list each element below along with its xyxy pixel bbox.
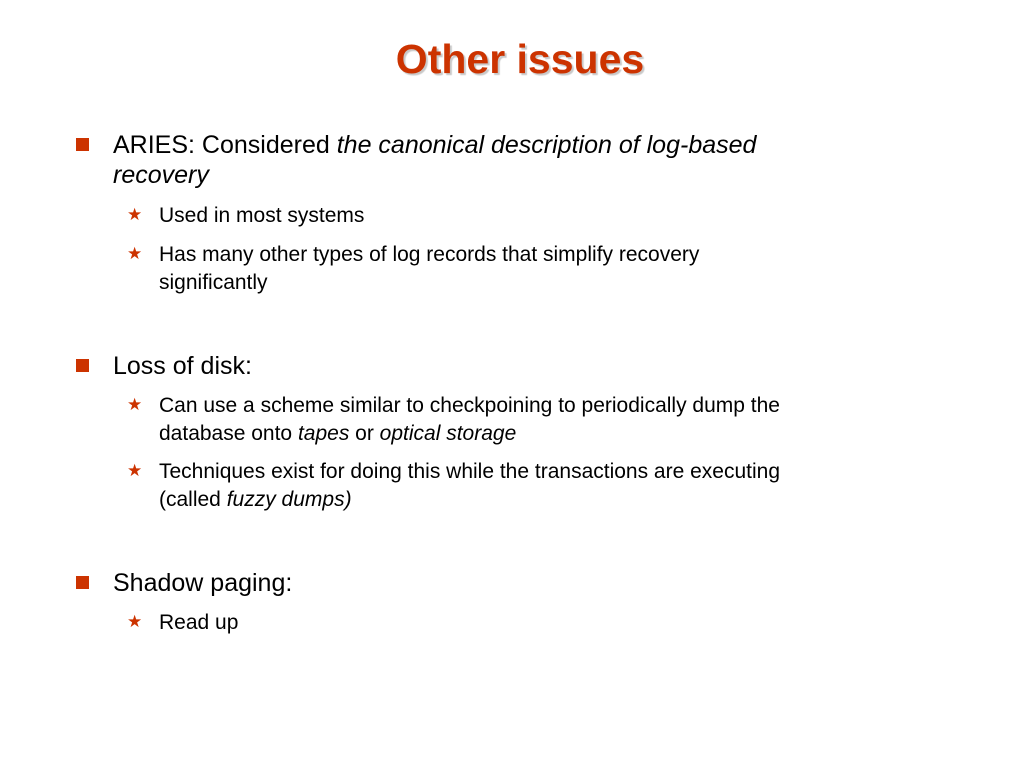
bullet-aries-italic: the canonical description of log-based <box>336 131 757 159</box>
sub-bullet-text: Used in most systems <box>159 204 365 227</box>
sub-bullet-log-records <box>127 241 959 297</box>
sub-bullet-used-in-most-systems <box>127 202 959 230</box>
sub-bullet-text-part: or <box>349 422 380 445</box>
sub-bullet-line1: Techniques exist for doing this while the transactions are executing <box>159 460 781 483</box>
sub-bullet-line2: significantly <box>159 271 268 294</box>
sub-bullet-text-part: database onto <box>159 422 298 445</box>
bullet-aries-line1 <box>113 130 893 160</box>
sub-bullet-italic-fuzzy-dumps: fuzzy dumps) <box>226 488 352 511</box>
sub-bullet-line1: Has many other types of log records that simplify recovery <box>159 243 700 266</box>
sub-bullet-line2 <box>159 486 959 514</box>
sub-bullet-read-up <box>127 609 959 637</box>
bullet-shadow-paging <box>113 568 893 598</box>
bullet-loss-of-disk <box>113 351 893 381</box>
sub-bullet-italic-optical-storage: optical storage <box>379 422 517 445</box>
bullet-text: Shadow paging: <box>113 569 293 597</box>
bullet-aries-line2: recovery <box>113 161 209 189</box>
bullet-aries-lead: ARIES: Considered <box>113 131 337 159</box>
star-bullet-icon: ★ <box>127 461 143 480</box>
sub-bullet-line1: Can use a scheme similar to checkpoining to periodically dump the <box>159 394 780 417</box>
sub-bullet-line2 <box>159 420 959 448</box>
square-bullet-icon <box>76 359 89 372</box>
sub-bullet-checkpoining <box>127 392 959 448</box>
bullet-text: Loss of disk: <box>113 352 252 380</box>
sub-bullet-fuzzy-dumps <box>127 458 959 514</box>
sub-bullet-text-part: (called <box>159 488 227 511</box>
square-bullet-icon <box>76 138 89 151</box>
bullet-aries <box>113 130 893 190</box>
sub-bullet-text: Read up <box>159 611 239 634</box>
slide-title: Other issues <box>395 36 645 82</box>
square-bullet-icon <box>76 576 89 589</box>
star-bullet-icon: ★ <box>127 612 143 631</box>
star-bullet-icon: ★ <box>127 395 143 414</box>
star-bullet-icon: ★ <box>127 244 143 263</box>
sub-bullet-italic-tapes: tapes <box>297 422 350 445</box>
star-bullet-icon: ★ <box>127 205 143 224</box>
